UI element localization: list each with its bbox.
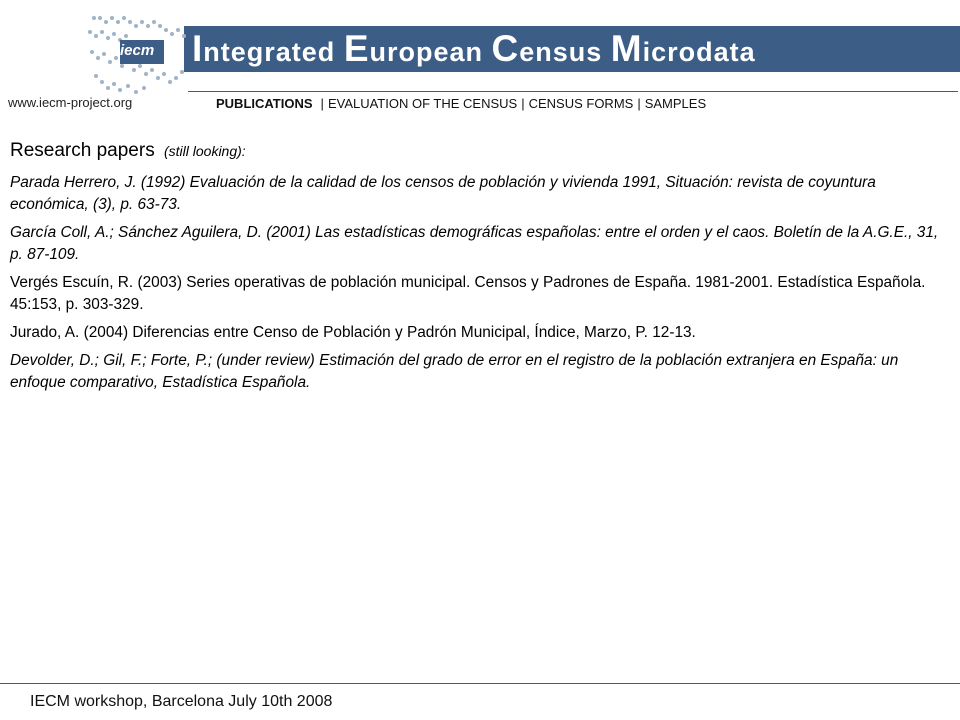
nav-separator: | [637, 96, 641, 111]
banner-title [192, 22, 756, 74]
iecm-logo: iecm [120, 42, 155, 59]
site-url[interactable]: www.iecm-project.org [8, 95, 133, 110]
nav-separator: | [521, 96, 525, 111]
reference-item: Vergés Escuín, R. (2003) Series operativas de población municipal. Censos y Padrones de España. 1981-2001. Estadística Española. 45:153, p. 303-329. [10, 274, 926, 313]
footer-divider [0, 683, 960, 684]
title-word: uropean [369, 37, 492, 67]
heading-note: (still looking): [163, 143, 246, 159]
publications-nav [216, 96, 706, 111]
header-banner [0, 0, 960, 130]
section-heading [10, 140, 940, 162]
title-initial: M [610, 28, 643, 69]
reference-item: Jurado, A. (2004) Diferencias entre Censo de Población y Padrón Municipal, Índice, Marzo, P. 12-13. [10, 324, 696, 341]
title-initial: E [343, 28, 370, 69]
heading-text: Research papers [10, 140, 155, 161]
reference-item: Devolder, D.; Gil, F.; Forte, P.; (under review) Estimación del grado de error en el registro de la población extranjera en España: un enfoque comparativo, Estadística Española. [10, 352, 899, 391]
nav-item-census-forms[interactable]: CENSUS FORMS [528, 96, 634, 111]
nav-item-samples[interactable]: SAMPLES [644, 96, 707, 111]
reference-list [10, 172, 940, 394]
nav-divider [188, 91, 958, 92]
reference-item: García Coll, A.; Sánchez Aguilera, D. (2001) Las estadísticas demográficas españolas: entre el orden y el caos. Boletín de la A.G.E., 31, p. 87-109. [10, 224, 939, 263]
main-content [10, 140, 940, 400]
nav-item-evaluation-of-the-census[interactable]: EVALUATION OF THE CENSUS [327, 96, 518, 111]
reference-item: Parada Herrero, J. (1992) Evaluación de la calidad de los censos de población y vivienda 1991, Situación: revista de coyuntura económica, (3), p. 63-73. [10, 174, 876, 213]
footer-text: IECM workshop, Barcelona July 10th 2008 [30, 693, 333, 710]
nav-separator: | [320, 96, 324, 111]
nav-item-publications[interactable]: PUBLICATIONS [216, 96, 313, 111]
title-initial: I [192, 28, 204, 69]
title-word: icrodata [642, 37, 756, 67]
title-word: ntegrated [203, 37, 344, 67]
title-word: ensus [519, 37, 611, 67]
title-initial: C [491, 28, 520, 69]
